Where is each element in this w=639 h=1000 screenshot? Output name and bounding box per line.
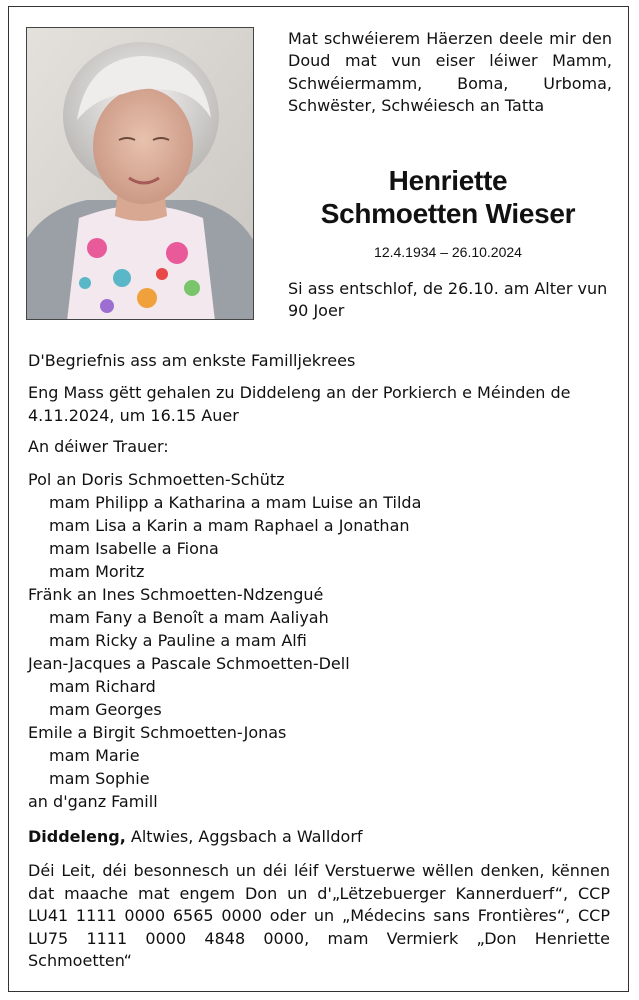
mourner-line: mam Sophie xyxy=(49,769,150,788)
mourner-line: mam Georges xyxy=(49,700,162,719)
mourners-heading: An déiwer Trauer: xyxy=(28,437,169,456)
places-line xyxy=(28,826,618,849)
mass-text: Eng Mass gëtt gehalen zu Diddeleng an der Porkierch e Méinden de 4.11.2024, um 16.15 Auer xyxy=(28,383,571,425)
place-main: Diddeleng, xyxy=(28,827,126,846)
mourner-line: mam Fany a Benoît a mam Aaliyah xyxy=(49,608,329,627)
place-others: Altwies, Aggsbach a Walldorf xyxy=(125,827,363,846)
donation-text: Déi Leit, déi besonnesch un déi léif Verstuerwe wëllen denken, kënnen dat maache mat engem Don un d'„Lëtzebuerger Kannerduerf“, CCP LU41 1111 0000 6565 0000 oder un „Médecins sans Frontières“, CCP LU75 1111 0000 4848 0000, mam Vermierk „Don Henriette Schmoetten“ xyxy=(28,861,610,971)
mourner-line: mam Lisa a Karin a mam Raphael a Jonathan xyxy=(49,516,410,535)
mourners-list xyxy=(28,468,618,813)
mourner-line: mam Marie xyxy=(49,746,140,765)
intro-text: Mat schwéierem Häerzen deele mir den Doud mat vun eiser léiwer Mamm, Schwéiermamm, Boma, Urboma, Schwëster, Schwéiesch an Tatta xyxy=(288,29,612,116)
name-first: Henriette xyxy=(388,165,508,196)
mourner-line: mam Ricky a Pauline a mam Alfi xyxy=(49,631,307,650)
mourner-line: Jean-Jacques a Pascale Schmoetten-Dell xyxy=(28,654,350,673)
name-family: Schmoetten Wieser xyxy=(320,198,576,229)
mourner-line: Fränk an Ines Schmoetten-Ndzengué xyxy=(28,585,324,604)
life-dates: 12.4.1934 – 26.10.2024 xyxy=(374,244,522,260)
mourner-line: an d'ganz Famill xyxy=(28,792,158,811)
mourner-line: Emile a Birgit Schmoetten-Jonas xyxy=(28,723,287,742)
passed-text: Si ass entschlof, de 26.10. am Alter vun 90 Joer xyxy=(288,279,608,321)
mourner-line: Pol an Doris Schmoetten-Schütz xyxy=(28,470,285,489)
mourner-line: mam Richard xyxy=(49,677,156,696)
mourner-line: mam Isabelle a Fiona xyxy=(49,539,219,558)
portrait-photo xyxy=(26,27,254,320)
burial-text: D'Begriefnis ass am enkste Familljekrees xyxy=(28,351,356,370)
mourner-line: mam Moritz xyxy=(49,562,145,581)
mourner-line: mam Philipp a Katharina a mam Luise an Tilda xyxy=(49,493,422,512)
deceased-name xyxy=(280,164,616,230)
